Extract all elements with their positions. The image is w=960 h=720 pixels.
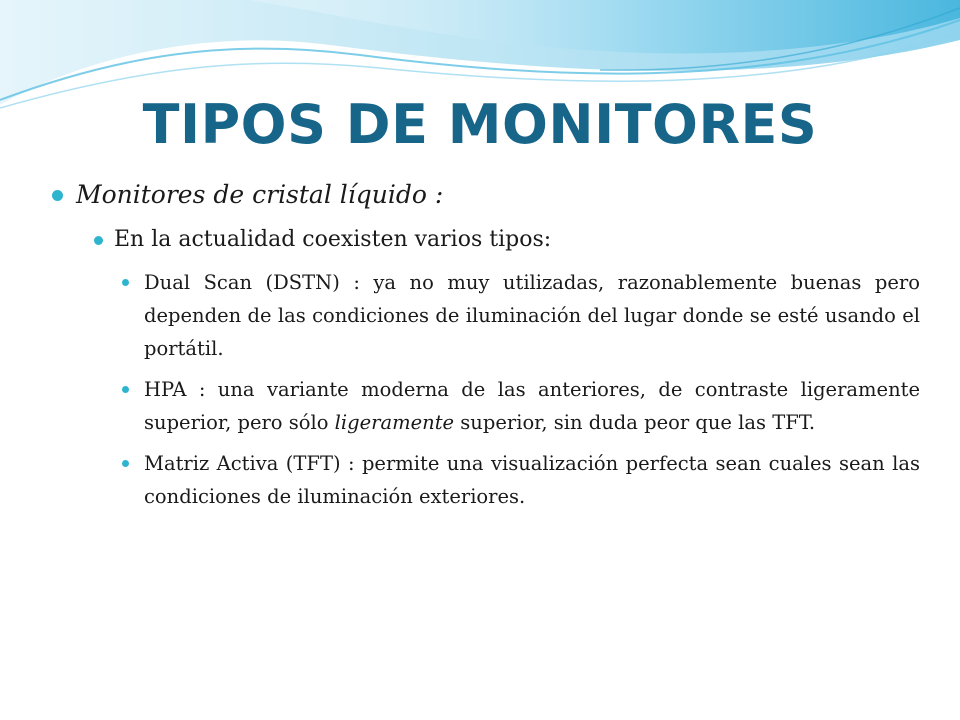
bullet-dot-icon xyxy=(122,460,129,467)
bullet-item-text: Dual Scan (DSTN) : ya no muy utilizadas, razonablemente buenas pero dependen de las condiciones de iluminación del lugar donde se esté usando el portátil. xyxy=(144,271,920,360)
bullet-level2-text: En la actualidad coexisten varios tipos: xyxy=(114,227,552,252)
emphasis-text: ligeramente xyxy=(334,411,455,434)
bullet-item-tft xyxy=(120,447,920,513)
slide-title: TIPOS DE MONITORES xyxy=(142,93,818,156)
bullet-dot-icon xyxy=(94,236,103,245)
bullet-level1 xyxy=(48,172,920,218)
bullet-item-dstn xyxy=(120,266,920,365)
bullet-item-text xyxy=(144,373,920,439)
bullet-level2 xyxy=(92,218,920,266)
bullet-dot-icon xyxy=(122,386,129,393)
bullet-level1-text: Monitores de cristal líquido : xyxy=(76,180,444,209)
bullet-item-hpa xyxy=(120,373,920,439)
bullet-dot-icon xyxy=(52,190,63,201)
slide-content xyxy=(48,172,920,521)
text-segment: HPA : una variante moderna de las anteriores, de contraste ligeramente superior, pero sólo xyxy=(144,378,920,434)
bullet-dot-icon xyxy=(122,279,129,286)
bullet-item-text: Matriz Activa (TFT) : permite una visualización perfecta sean cuales sean las condiciones de iluminación exteriores. xyxy=(144,452,920,508)
text-segment: superior, sin duda peor que las TFT. xyxy=(454,411,816,434)
